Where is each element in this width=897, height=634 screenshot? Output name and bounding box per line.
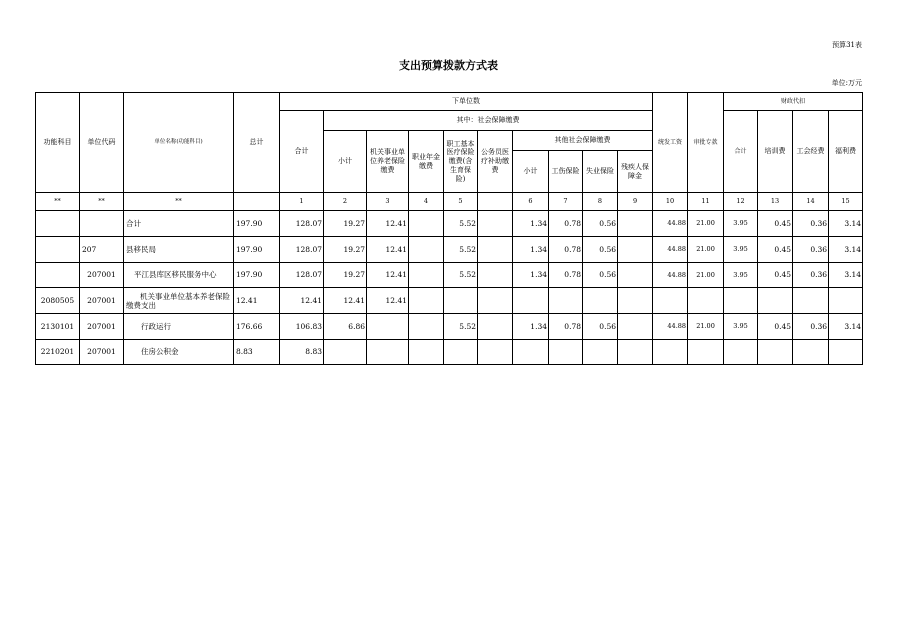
index-other-ss-subtotal: 6 xyxy=(513,193,549,211)
cell-union-fee xyxy=(793,288,829,314)
cell-approved-funds xyxy=(688,340,724,365)
cell-sub-units-total: 128.07 xyxy=(280,237,324,263)
cell-fiscal-total: 3.95 xyxy=(724,211,758,237)
index-unemployment: 8 xyxy=(583,193,618,211)
cell-injury xyxy=(549,288,583,314)
cell-fiscal-total: 3.95 xyxy=(724,237,758,263)
cell-training: 0.45 xyxy=(758,237,793,263)
cell-grand-total: 176.66 xyxy=(234,314,280,340)
cell-fiscal-total xyxy=(724,288,758,314)
header-welfare: 福利费 xyxy=(829,111,863,193)
cell-welfare: 3.14 xyxy=(829,314,863,340)
cell-unified-salary: 44.88 xyxy=(653,263,688,288)
header-training: 培训费 xyxy=(758,111,793,193)
cell-other-ss-subtotal: 1.34 xyxy=(513,211,549,237)
cell-disability xyxy=(618,237,653,263)
header-social-security: 其中：社会保障缴费 xyxy=(324,111,653,131)
index-pension: 3 xyxy=(367,193,409,211)
header-unit-code: 单位代码 xyxy=(80,93,124,193)
cell-injury: 0.78 xyxy=(549,237,583,263)
index-annuity: 4 xyxy=(409,193,444,211)
cell-unit-name: 住房公积金 xyxy=(124,340,234,365)
header-union-fee: 工会经费 xyxy=(793,111,829,193)
table-row xyxy=(36,314,863,340)
cell-disability xyxy=(618,314,653,340)
cell-training xyxy=(758,288,793,314)
index-approved-funds: 11 xyxy=(688,193,724,211)
cell-civil-medical xyxy=(478,340,513,365)
cell-union-fee: 0.36 xyxy=(793,211,829,237)
index-grand-total xyxy=(234,193,280,211)
table-row xyxy=(36,340,863,365)
cell-welfare: 3.14 xyxy=(829,237,863,263)
cell-civil-medical xyxy=(478,211,513,237)
cell-sub-units-total: 12.41 xyxy=(280,288,324,314)
cell-disability xyxy=(618,211,653,237)
cell-fiscal-total xyxy=(724,340,758,365)
cell-sub-units-total: 106.83 xyxy=(280,314,324,340)
cell-other-ss-subtotal: 1.34 xyxy=(513,314,549,340)
cell-training: 0.45 xyxy=(758,314,793,340)
cell-unified-salary: 44.88 xyxy=(653,237,688,263)
cell-func-code: 2130101 xyxy=(36,314,80,340)
cell-annuity xyxy=(409,288,444,314)
cell-welfare xyxy=(829,340,863,365)
cell-union-fee: 0.36 xyxy=(793,263,829,288)
header-ss-subtotal: 小计 xyxy=(324,131,367,193)
cell-ss-subtotal: 12.41 xyxy=(324,288,367,314)
header-medical: 职工基本医疗保险缴费(含生育保险) xyxy=(444,131,478,193)
cell-other-ss-subtotal xyxy=(513,288,549,314)
cell-injury: 0.78 xyxy=(549,263,583,288)
cell-pension: 12.41 xyxy=(367,288,409,314)
cell-unemployment xyxy=(583,288,618,314)
index-injury: 7 xyxy=(549,193,583,211)
cell-medical: 5.52 xyxy=(444,237,478,263)
cell-welfare: 3.14 xyxy=(829,263,863,288)
cell-ss-subtotal: 6.86 xyxy=(324,314,367,340)
cell-civil-medical xyxy=(478,237,513,263)
cell-injury: 0.78 xyxy=(549,211,583,237)
cell-grand-total: 197.90 xyxy=(234,211,280,237)
cell-func-code xyxy=(36,211,80,237)
cell-annuity xyxy=(409,211,444,237)
cell-union-fee: 0.36 xyxy=(793,237,829,263)
cell-sub-units-total: 8.83 xyxy=(280,340,324,365)
header-civil-medical: 公务员医疗补助缴费 xyxy=(478,131,513,193)
cell-annuity xyxy=(409,263,444,288)
cell-grand-total: 12.41 xyxy=(234,288,280,314)
cell-unified-salary: 44.88 xyxy=(653,211,688,237)
table-row xyxy=(36,211,863,237)
index-unit-code: ** xyxy=(80,193,124,211)
cell-injury: 0.78 xyxy=(549,314,583,340)
cell-unit-name: 机关事业单位基本养老保险缴费支出 xyxy=(124,288,234,314)
cell-ss-subtotal xyxy=(324,340,367,365)
cell-welfare xyxy=(829,288,863,314)
cell-approved-funds: 21.00 xyxy=(688,211,724,237)
cell-unit-name: 行政运行 xyxy=(124,314,234,340)
cell-unit-code xyxy=(80,211,124,237)
cell-grand-total: 197.90 xyxy=(234,237,280,263)
cell-disability xyxy=(618,263,653,288)
cell-pension: 12.41 xyxy=(367,263,409,288)
cell-other-ss-subtotal: 1.34 xyxy=(513,237,549,263)
cell-fiscal-total: 3.95 xyxy=(724,314,758,340)
header-injury: 工伤保险 xyxy=(549,151,583,193)
cell-unit-name: 县移民局 xyxy=(124,237,234,263)
cell-union-fee xyxy=(793,340,829,365)
cell-civil-medical xyxy=(478,263,513,288)
header-grand-total: 总计 xyxy=(234,93,280,193)
cell-unemployment xyxy=(583,340,618,365)
cell-pension xyxy=(367,340,409,365)
header-disability: 残疾人保障金 xyxy=(618,151,653,193)
cell-annuity xyxy=(409,314,444,340)
index-training: 13 xyxy=(758,193,793,211)
cell-approved-funds: 21.00 xyxy=(688,237,724,263)
cell-unit-name: 平江县库区移民服务中心 xyxy=(124,263,234,288)
cell-unit-name: 合计 xyxy=(124,211,234,237)
cell-medical xyxy=(444,288,478,314)
table-row xyxy=(36,263,863,288)
cell-grand-total: 197.90 xyxy=(234,263,280,288)
index-medical: 5 xyxy=(444,193,478,211)
table-body xyxy=(36,193,863,365)
cell-medical: 5.52 xyxy=(444,211,478,237)
header-approved-funds: 审批专款 xyxy=(688,93,724,193)
index-unit-name: ** xyxy=(124,193,234,211)
cell-unit-code: 207001 xyxy=(80,288,124,314)
index-welfare: 15 xyxy=(829,193,863,211)
header-unit-name: 单位名称(功能科目) xyxy=(124,93,234,193)
cell-annuity xyxy=(409,237,444,263)
index-unified-salary: 10 xyxy=(653,193,688,211)
header-unified-salary: 统发工资 xyxy=(653,93,688,193)
cell-fiscal-total: 3.95 xyxy=(724,263,758,288)
index-civil-medical xyxy=(478,193,513,211)
cell-training xyxy=(758,340,793,365)
cell-medical xyxy=(444,340,478,365)
cell-unit-code: 207 xyxy=(80,237,124,263)
cell-pension: 12.41 xyxy=(367,211,409,237)
cell-sub-units-total: 128.07 xyxy=(280,211,324,237)
header-other-ss-subtotal: 小计 xyxy=(513,151,549,193)
cell-pension: 12.41 xyxy=(367,237,409,263)
unit-label: 单位:万元 xyxy=(831,79,862,87)
cell-sub-units-total: 128.07 xyxy=(280,263,324,288)
cell-welfare: 3.14 xyxy=(829,211,863,237)
cell-func-code: 2080505 xyxy=(36,288,80,314)
table-row xyxy=(36,237,863,263)
header-sub-units: 下单位数 xyxy=(280,93,653,111)
appropriation-table xyxy=(35,92,863,365)
form-number: 预算31表 xyxy=(832,41,862,49)
cell-func-code xyxy=(36,237,80,263)
header-sub-units-total: 合计 xyxy=(280,111,324,193)
cell-unified-salary xyxy=(653,340,688,365)
cell-medical: 5.52 xyxy=(444,263,478,288)
cell-ss-subtotal: 19.27 xyxy=(324,211,367,237)
table-row xyxy=(36,288,863,314)
header-other-ss: 其他社会保障缴费 xyxy=(513,131,653,151)
cell-other-ss-subtotal: 1.34 xyxy=(513,263,549,288)
cell-unemployment: 0.56 xyxy=(583,263,618,288)
index-disability: 9 xyxy=(618,193,653,211)
cell-unemployment: 0.56 xyxy=(583,314,618,340)
index-fiscal-total: 12 xyxy=(724,193,758,211)
cell-pension xyxy=(367,314,409,340)
header-unemployment: 失业保险 xyxy=(583,151,618,193)
cell-union-fee: 0.36 xyxy=(793,314,829,340)
cell-unit-code: 207001 xyxy=(80,314,124,340)
cell-injury xyxy=(549,340,583,365)
cell-func-code xyxy=(36,263,80,288)
cell-disability xyxy=(618,340,653,365)
cell-unified-salary xyxy=(653,288,688,314)
cell-medical: 5.52 xyxy=(444,314,478,340)
cell-disability xyxy=(618,288,653,314)
cell-approved-funds: 21.00 xyxy=(688,314,724,340)
cell-other-ss-subtotal xyxy=(513,340,549,365)
index-ss-subtotal: 2 xyxy=(324,193,367,211)
header-row-1 xyxy=(36,93,863,111)
header-fiscal-total: 合计 xyxy=(724,111,758,193)
cell-unemployment: 0.56 xyxy=(583,237,618,263)
index-union-fee: 14 xyxy=(793,193,829,211)
index-func-code: ** xyxy=(36,193,80,211)
page-title: 支出预算拨款方式表 xyxy=(399,59,498,72)
cell-annuity xyxy=(409,340,444,365)
cell-func-code: 2210201 xyxy=(36,340,80,365)
cell-grand-total: 8.83 xyxy=(234,340,280,365)
cell-approved-funds xyxy=(688,288,724,314)
header-annuity: 职业年金缴费 xyxy=(409,131,444,193)
header-func-subject: 功能科目 xyxy=(36,93,80,193)
cell-training: 0.45 xyxy=(758,211,793,237)
column-index-row xyxy=(36,193,863,211)
cell-ss-subtotal: 19.27 xyxy=(324,237,367,263)
cell-unit-code: 207001 xyxy=(80,340,124,365)
cell-approved-funds: 21.00 xyxy=(688,263,724,288)
index-sub-units-total: 1 xyxy=(280,193,324,211)
cell-unified-salary: 44.88 xyxy=(653,314,688,340)
header-pension: 机关事业单位养老保险缴费 xyxy=(367,131,409,193)
cell-civil-medical xyxy=(478,288,513,314)
header-fiscal-withholding: 财政代扣 xyxy=(724,93,863,111)
cell-ss-subtotal: 19.27 xyxy=(324,263,367,288)
cell-civil-medical xyxy=(478,314,513,340)
cell-unit-code: 207001 xyxy=(80,263,124,288)
cell-unemployment: 0.56 xyxy=(583,211,618,237)
cell-training: 0.45 xyxy=(758,263,793,288)
table-header xyxy=(36,93,863,193)
